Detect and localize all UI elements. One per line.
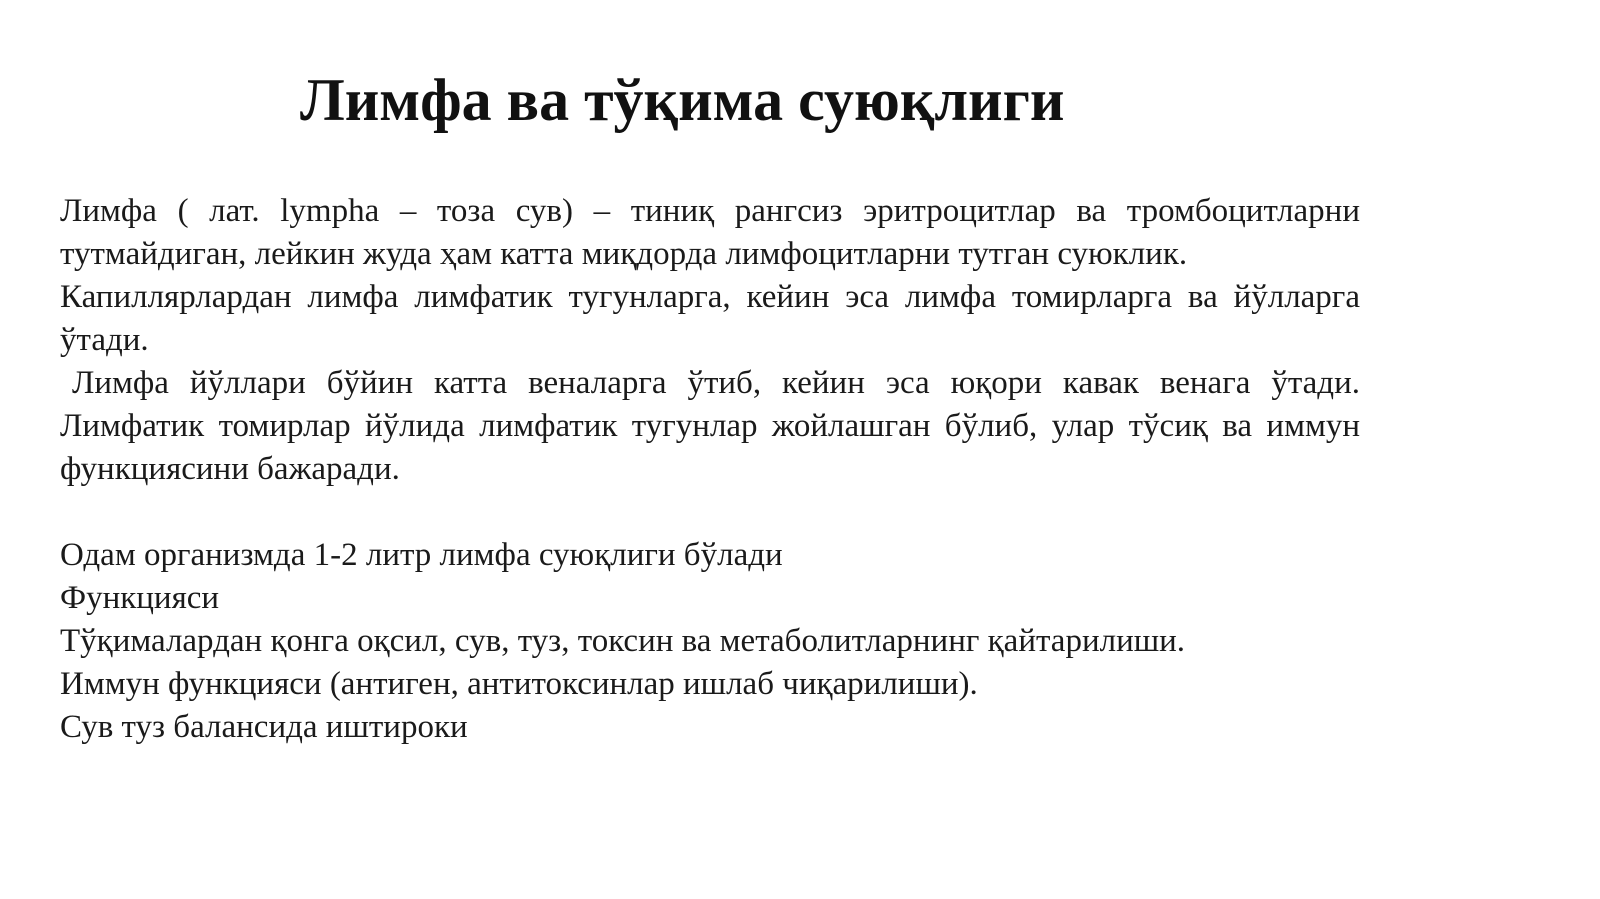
- slide-body: [60, 190, 1360, 749]
- text-line-function-return: Тўқималардан қонга оқсил, сув, туз, токсин ва метаболитларнинг қайтарилиши.: [60, 623, 1186, 659]
- text-line-function-immune: Иммун функцияси (антиген, антитоксинлар ишлаб чиқарилиши).: [60, 666, 978, 702]
- slide-title: Лимфа ва тўқима суюқлиги: [300, 67, 1065, 133]
- text-line-volume: Одам организмда 1-2 литр лимфа суюқлиги бўлади: [60, 537, 783, 573]
- text-line-function-balance: Сув туз балансида иштироки: [60, 709, 468, 745]
- text-line-functions-heading: Функцияси: [60, 580, 220, 616]
- paragraph-capillaries: Капиллярлардан лимфа лимфатик тугунларга, кейин эса лимфа томирларга ва йўлларга ўтади.: [60, 279, 1360, 358]
- paragraph-lymph-ducts: Лимфа йўллари бўйин катта веналарга ўтиб, кейин эса юқори кавак венага ўтади. Лимфатик томирлар йўлида лимфатик тугунлар жойлашган бўлиб, улар тўсиқ ва иммун функциясини бажаради.: [60, 365, 1360, 487]
- paragraph-definition: Лимфа ( лат. lympha – тоза сув) – тиниқ рангсиз эритроцитлар ва тромбоцитларни тутмайдиган, лейкин жуда ҳам катта миқдорда лимфоцитларни тутган суюклик.: [60, 193, 1360, 272]
- spacer: [60, 491, 1360, 534]
